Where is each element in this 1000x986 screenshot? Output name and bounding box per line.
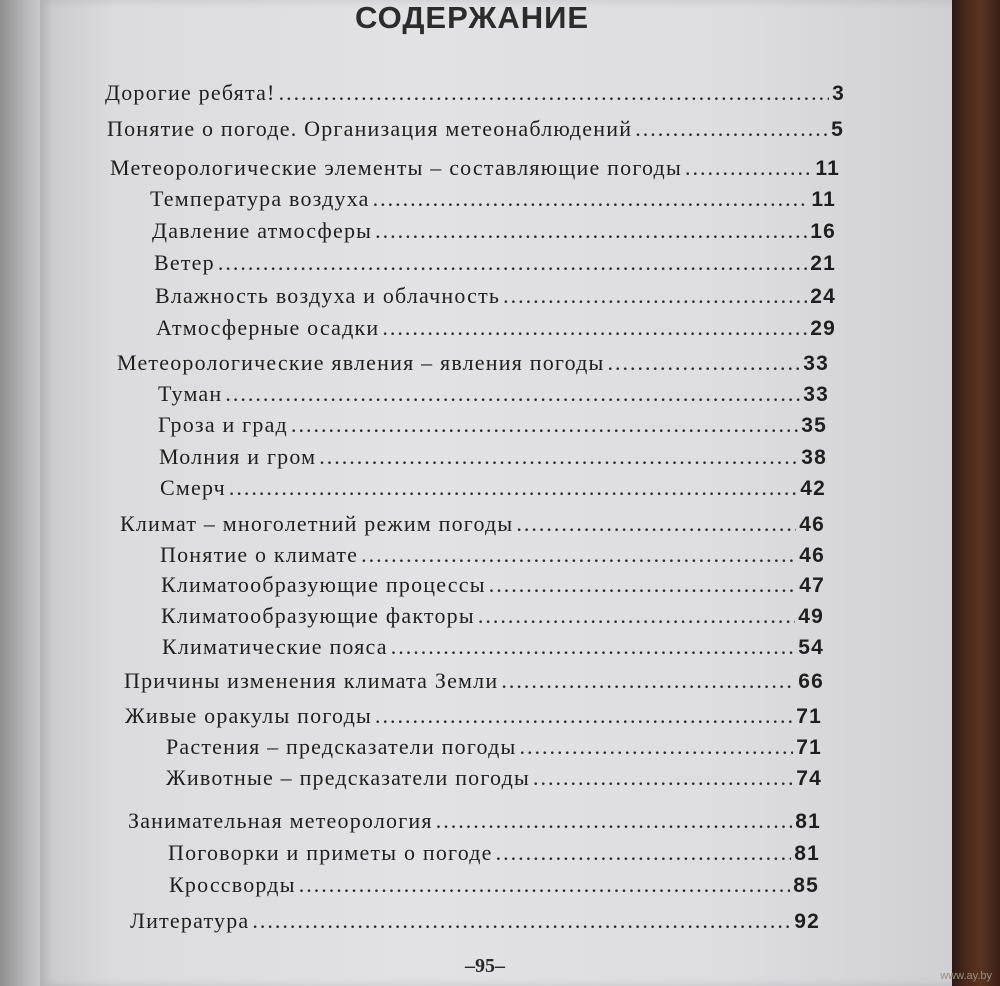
toc-entry-animals <box>166 765 822 795</box>
toc-page-number: 11 <box>815 157 840 180</box>
toc-label: Туман <box>158 381 223 406</box>
toc-entry-crosswords <box>169 872 819 902</box>
toc-label: Понятие о погоде. Организация метеонаблюдений <box>107 116 633 141</box>
leader-dots <box>299 872 791 898</box>
toc-entry-wind <box>154 250 836 280</box>
toc-label: Климатообразующие процессы <box>161 572 486 597</box>
toc-entry-weather-concept <box>107 116 844 146</box>
toc-entry-thunderstorm-hail <box>158 412 827 442</box>
toc-page-number: 5 <box>831 118 844 141</box>
toc-entry-living-oracles <box>125 703 822 733</box>
toc-page-number: 35 <box>801 414 827 437</box>
leader-dots <box>496 840 792 866</box>
toc-entry-tornado <box>160 475 826 505</box>
toc-label: Смерч <box>160 475 226 500</box>
toc-entry-dear-kids <box>105 80 845 110</box>
leader-dots <box>361 542 796 568</box>
toc-page-number: 92 <box>794 910 820 933</box>
toc-entry-climate-zones <box>162 634 824 664</box>
toc-label: Температура воздуха <box>150 186 370 211</box>
leader-dots <box>291 412 798 438</box>
toc-label: Молния и гром <box>159 444 317 469</box>
toc-label: Дорогие ребята! <box>105 80 276 105</box>
toc-label: Климат – многолетний режим погоды <box>120 511 514 536</box>
leader-dots <box>436 808 793 834</box>
toc-label: Ветер <box>154 250 215 275</box>
leader-dots <box>478 603 795 629</box>
toc-page-number: 46 <box>799 513 825 536</box>
toc-page-number: 71 <box>796 705 822 728</box>
toc-page-number: 42 <box>800 477 826 500</box>
page-folio: –95– <box>465 955 505 977</box>
toc-entry-pressure <box>152 218 836 248</box>
toc-entry-fog <box>158 381 829 411</box>
toc-entry-climate <box>120 511 825 541</box>
toc-page-number: 16 <box>810 220 836 243</box>
toc-label: Понятие о климате <box>160 542 359 567</box>
toc-page-number: 81 <box>795 810 821 833</box>
wooden-table-edge <box>952 0 1000 986</box>
leader-dots <box>373 186 809 212</box>
toc-entry-meteo-elements <box>110 155 840 185</box>
toc-label: Растения – предсказатели погоды <box>166 734 517 759</box>
toc-page-number: 85 <box>793 874 819 897</box>
leader-dots <box>489 572 797 598</box>
leader-dots <box>501 668 795 694</box>
toc-page-number: 71 <box>796 736 822 759</box>
toc-entry-entertaining-meteorology <box>128 808 821 838</box>
leader-dots <box>685 155 812 181</box>
toc-page-number: 29 <box>810 317 836 340</box>
toc-page-number: 81 <box>794 842 820 865</box>
toc-page-number: 11 <box>811 188 836 211</box>
toc-label: Кроссворды <box>169 872 296 897</box>
leader-dots <box>503 283 807 309</box>
toc-page-number: 33 <box>803 383 829 406</box>
leader-dots <box>519 734 793 760</box>
toc-entry-climate-change <box>124 668 824 698</box>
toc-entry-precipitation <box>156 315 836 345</box>
leader-dots <box>516 511 796 537</box>
toc-entry-climate-concept <box>160 542 825 572</box>
toc-entry-climate-factors <box>161 603 824 633</box>
toc-entry-sayings <box>168 840 820 870</box>
site-watermark: www.ay.by <box>940 970 992 982</box>
toc-label: Метеорологические явления – явления погоды <box>117 350 605 375</box>
leader-dots <box>533 765 793 791</box>
toc-entry-lightning-thunder <box>159 444 827 474</box>
page-title: СОДЕРЖАНИЕ <box>355 0 590 35</box>
leader-dots <box>218 250 807 276</box>
toc-label: Давление атмосферы <box>152 218 373 243</box>
toc-label: Животные – предсказатели погоды <box>166 765 530 790</box>
toc-label: Поговорки и приметы о погоде <box>168 840 493 865</box>
toc-page-number: 38 <box>801 446 827 469</box>
toc-page-number: 33 <box>803 352 829 375</box>
leader-dots <box>635 116 828 142</box>
toc-entry-literature <box>130 908 820 938</box>
toc-label: Занимательная метеорология <box>128 808 433 833</box>
leader-dots <box>279 80 830 106</box>
toc-label: Гроза и град <box>158 412 288 437</box>
toc-entry-climate-processes <box>161 572 825 602</box>
toc-label: Атмосферные осадки <box>156 315 380 340</box>
leader-dots <box>375 703 793 729</box>
toc-entry-meteo-phenomena <box>117 350 829 380</box>
toc-label: Метеорологические элементы – составляющие погоды <box>110 155 682 180</box>
toc-label: Климатообразующие факторы <box>161 603 475 628</box>
toc-label: Климатические пояса <box>162 634 388 659</box>
toc-page-number: 47 <box>799 574 825 597</box>
leader-dots <box>608 350 801 376</box>
toc-label: Влажность воздуха и облачность <box>155 283 501 308</box>
toc-page-number: 49 <box>798 605 824 628</box>
toc-page-number: 3 <box>832 82 845 105</box>
toc-entry-humidity <box>155 283 836 313</box>
toc-entry-air-temperature <box>150 186 836 216</box>
toc-page-number: 66 <box>798 670 824 693</box>
toc-page-number: 54 <box>798 636 824 659</box>
leader-dots <box>252 908 791 934</box>
toc-page-number: 46 <box>799 544 825 567</box>
leader-dots <box>319 444 798 470</box>
leader-dots <box>391 634 796 660</box>
toc-entry-plants <box>166 734 822 764</box>
leader-dots <box>375 218 807 244</box>
leader-dots <box>225 381 800 407</box>
toc-label: Живые оракулы погоды <box>125 703 372 728</box>
leader-dots <box>382 315 807 341</box>
toc-page-number: 74 <box>796 767 822 790</box>
leader-dots <box>229 475 797 501</box>
toc-page-number: 21 <box>810 252 836 275</box>
toc-label: Литература <box>130 908 250 933</box>
toc-label: Причины изменения климата Земли <box>124 668 499 693</box>
toc-page-number: 24 <box>810 285 836 308</box>
